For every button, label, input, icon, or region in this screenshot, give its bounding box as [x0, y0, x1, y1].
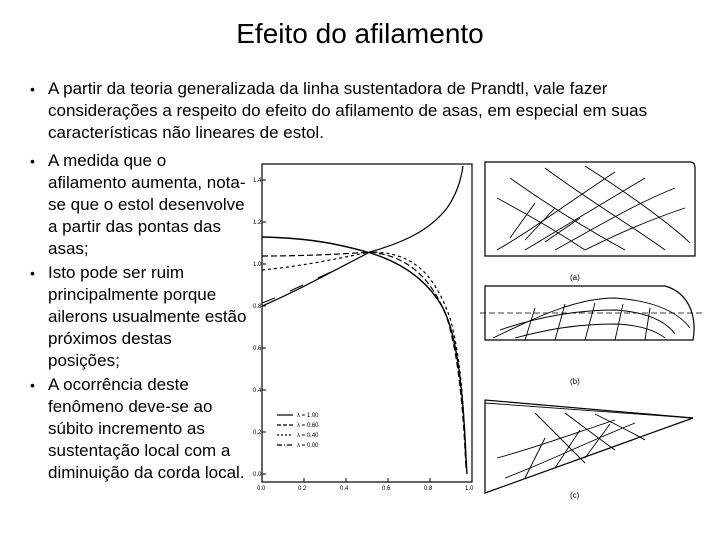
- bullet-text: A ocorrência deste fenômeno deve-se ao súbito incremento as sustentação local com a diminuição da corda local.: [48, 375, 245, 482]
- y-tick-label: 0.2: [253, 430, 262, 436]
- x-tick-label: 1.0: [465, 486, 474, 492]
- panel-label: (b): [570, 377, 580, 386]
- planform-elliptical: [480, 286, 705, 386]
- panel-label: (a): [570, 273, 580, 282]
- y-tick-label: 0.8: [253, 304, 262, 310]
- x-tick-label: 0.8: [424, 486, 433, 492]
- curve-lambda-000: [262, 166, 463, 306]
- y-tick-label: 0.6: [253, 346, 262, 352]
- planform-tapered: [485, 400, 693, 500]
- legend-entry: λ = 0.00: [297, 443, 319, 449]
- y-tick-label: 1.4: [253, 178, 262, 184]
- plot-frame: [262, 164, 472, 482]
- page-title: Efeito do afilamento: [236, 18, 484, 49]
- legend-entry: λ = 1.00: [297, 413, 319, 419]
- curve-lambda-040: [262, 252, 466, 468]
- y-tick-label: 1.0: [253, 262, 262, 268]
- curve-lambda-100: [262, 237, 467, 474]
- bullet-marker: •: [30, 81, 35, 97]
- bullet-text: A medida que o afilamento aumenta, nota-se que o estol desenvolve a partir das pontas das asas;: [48, 151, 246, 258]
- legend-entry: λ = 0.40: [297, 433, 319, 439]
- y-tick-label: 0.4: [253, 388, 262, 394]
- y-tick-label: 1.2: [253, 220, 262, 226]
- bullet-text: A partir da teoria generalizada da linha sustentadora de Prandtl, vale fazer considerações a respeito do efeito do afilamento de asas, em especial em suas características não lineares de estol.: [48, 79, 648, 142]
- lift-distribution-plot: [253, 164, 474, 492]
- x-tick-label: 0.0: [257, 486, 266, 492]
- curve-lambda-060: [262, 252, 466, 468]
- bullet-marker: •: [30, 153, 35, 169]
- taper-effect-figure: [235, 158, 705, 508]
- x-tick-label: 0.4: [340, 486, 349, 492]
- legend-entry: λ = 0.60: [297, 423, 319, 429]
- bullet-text: Isto pode ser ruim principalmente porque ailerons usualmente estão próximos destas posições;: [48, 263, 247, 370]
- y-tick-label: 0.0: [253, 472, 262, 478]
- bullet-marker: •: [30, 377, 35, 393]
- panel-label: (c): [570, 491, 580, 500]
- bullet-marker: •: [30, 265, 35, 281]
- planform-rectangular: [485, 162, 695, 282]
- x-tick-label: 0.2: [298, 486, 307, 492]
- x-tick-label: 0.6: [382, 486, 391, 492]
- plot-legend: [277, 413, 319, 449]
